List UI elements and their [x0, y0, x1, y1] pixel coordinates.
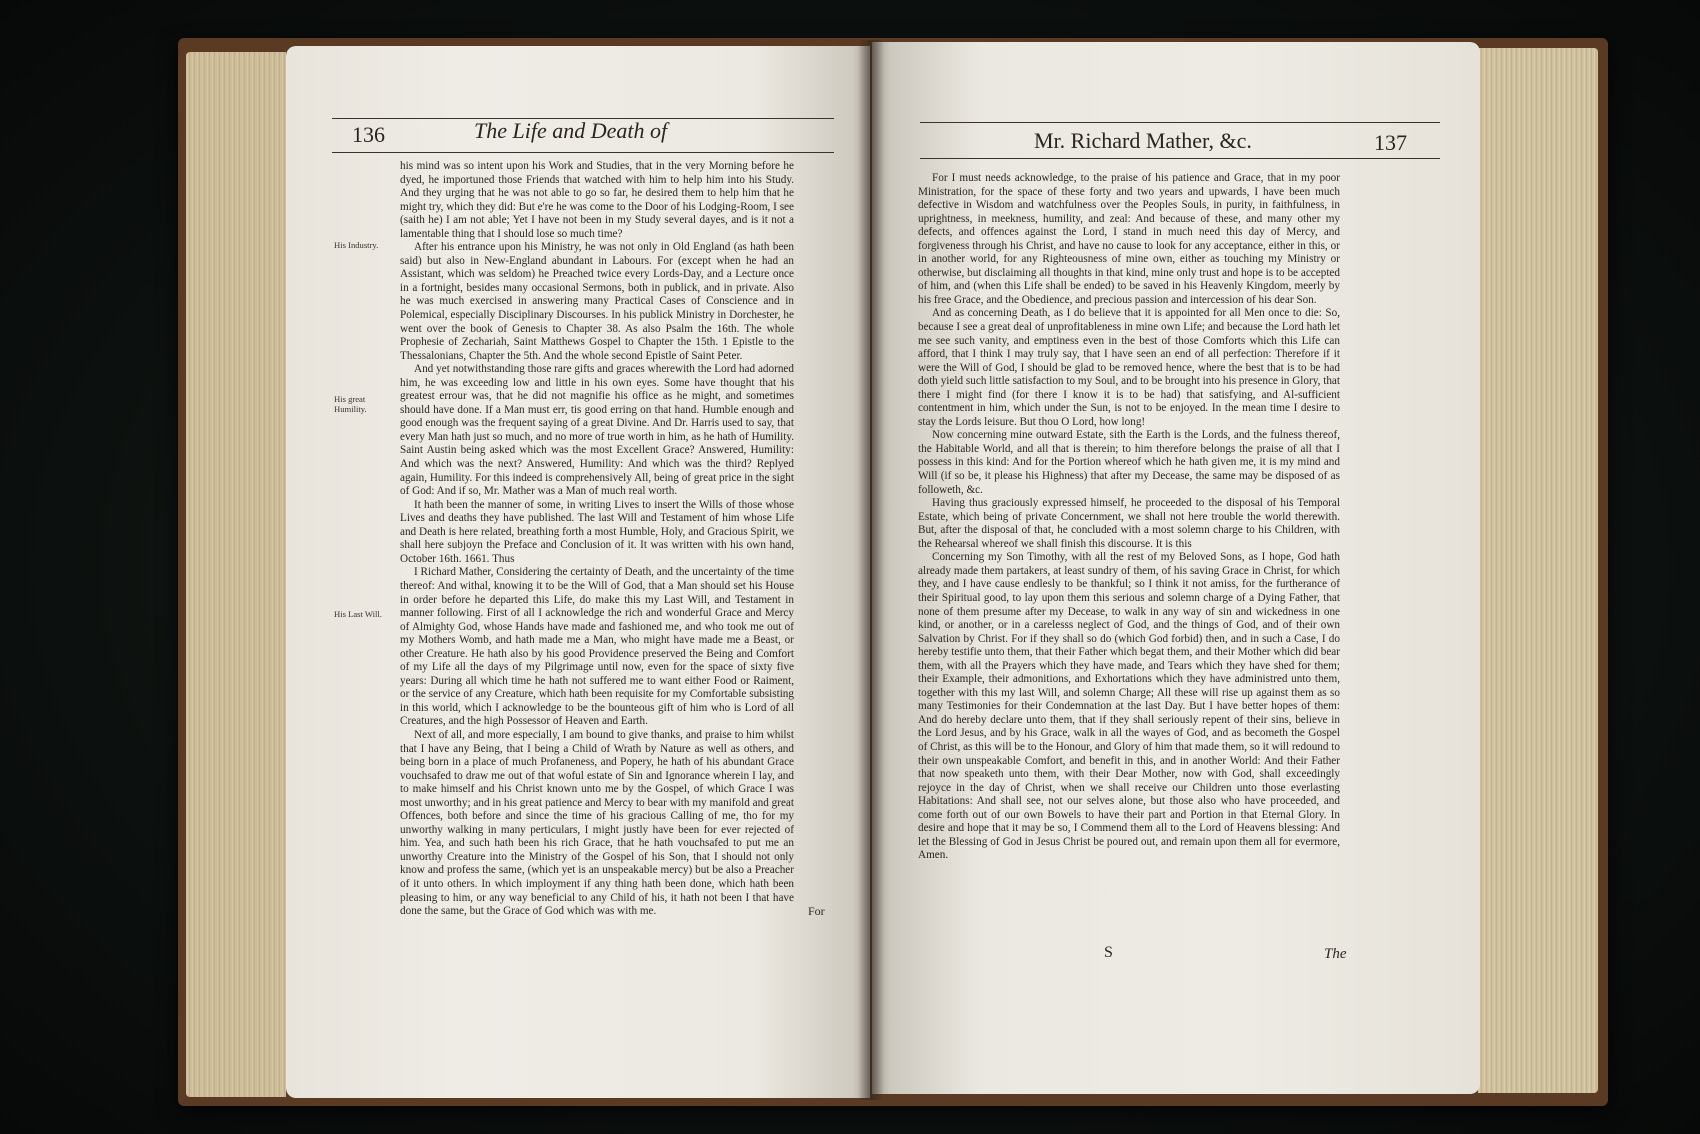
running-title: Mr. Richard Mather, &c. — [1034, 128, 1252, 153]
book-gutter — [858, 40, 884, 1100]
margin-note: His great Humility. — [334, 394, 367, 414]
catchword: For — [808, 904, 825, 918]
left-page-edges — [186, 52, 286, 1097]
left-page-body — [400, 160, 794, 919]
paragraph: his mind was so intent upon his Work and Studies, that in the very Morning before he dyed, he importuned those Friends that watched with him to help him into his Study. And they urging that he was not able to go so far, he desired them to help him that he might try, which they did: But e're he was come to the Door of his Lodging-Room, I see (saith he) I am not able; Yet I have not been in my Study several dayes, and is it not a lamentable thing that I should lose so much time? — [400, 160, 794, 240]
paragraph: Having thus graciously expressed himself, he proceeded to the disposal of his Temporal Estate, which being of private Concernment, we shall not here trouble the world therewith. But, after the disposal of that, he concluded with a most solemn charge to his Children, with the Rehearsal whereof we shall finish this discourse. It is this — [918, 497, 1340, 550]
paragraph: It hath been the manner of some, in writing Lives to insert the Wills of those whose Lives and deaths they have published. The last Will and Testament of him whose Life and Death is here related, breathing forth a most Humble, Holy, and Gracious Spirit, we shall here subjoyn the Preface and Conclusion of it. It was written with his own hand, October 16th. 1661. Thus — [400, 498, 794, 565]
header-rule-top — [920, 122, 1440, 123]
paragraph: For I must needs acknowledge, to the praise of his patience and Grace, that in my poor Ministration, for the space of these forty and two years and upwards, I have been much defective in Wisdom and watchfulness over the Peoples Souls, in purity, in faithfulness, in uprightness, in meekness, humility, and zeal: And because of these, and many other my defects, and offences against the Lord, I stand in much need this day of Mercy, and forgiveness through his Christ, and have no cause to look for any acceptance, either in this, or in another world, for any Righteousness of mine own, either as touching my Ministry or otherwise, but disclaiming all thoughts in that kind, mine only trust and hope is to be accepted of him, and (when this Life shall be ended) to be saved in his Heavenly Kingdom, meerly by his free Grace, and the Obedience, and precious passion and intercession of his dear Son. — [918, 172, 1340, 306]
margin-note: His Industry. — [334, 240, 379, 250]
left-page — [286, 46, 870, 1098]
right-page — [872, 42, 1480, 1094]
paragraph: And as concerning Death, as I do believe that it is appointed for all Men once to die: So, because I see a great deal of unprofitableness in mine own Life; and because the Lord hath let me see such vanity, and emptiness even in the best of those Comforts which this Life can afford, that I think I may truly say, that I have seen an end of all perfection: Therefore if it were the Will of God, I should be glad to be removed hence, where the best that is to be had doth yield such little satisfaction to my Soul, and to be brought into his presence in Glory, that there I might find (for there I know it is to be had) that satisfying, and Al-sufficient contentment in him, which under the Sun, is not to be enjoyed. In the mean time I desire to stay the Lords leisure. But thou O Lord, how long! — [918, 307, 1340, 428]
right-page-body — [918, 172, 1340, 863]
page-number: 137 — [1374, 130, 1407, 155]
running-title: The Life and Death of — [474, 118, 668, 143]
page-number: 136 — [352, 122, 385, 147]
paragraph: Now concerning mine outward Estate, sith the Earth is the Lords, and the fulness thereof, the Habitable World, and all that is therein; to him therefore belongs the praise of all that I possess in this kind: And for the Portion whereof which he hath given me, it is my mind and Will (if so be, it please his Highness) that after my Decease, the same may be disposed of as followeth, &c. — [918, 429, 1340, 496]
paragraph: After his entrance upon his Ministry, he was not only in Old England (as hath been said) but also in New-England abundant in Labours. For (except when he had an Assistant, which was seldom) he Preached twice every Lords-Day, and a Lecture once in a fortnight, besides many occasional Sermons, both in publick, and in private. Also he was much exercised in answering many Practical Cases of Conscience and in Polemical, especially Disciplinary Discourses. In his publick Ministry in Dorchester, he went over the book of Genesis to Chapter 38. As also Psalm the 16th. The whole Prophesie of Zechariah, Saint Matthews Gospel to Chapter the 15th. 1 Epistle to the Thessalonians, Chapter the 5th. And the whole second Epistle of Saint Peter. — [400, 241, 794, 362]
paragraph: I Richard Mather, Considering the certainty of Death, and the uncertainty of the time thereof: And withal, knowing it to be the Will of God, that a Man should set his House in order before he departed this Life, do make this my Last Will, and Testament in manner following. First of all I acknowledge the rich and wonderful Grace and Mercy of Almighty God, whose Hands have made and fashioned me, and who took me out of my Mothers Womb, and hath made me a Man, who might have made me a Beast, or other Creature. He hath also by his good Providence preserved the Being and Comfort of my Life all the days of my Pilgrimage until now, even for the space of sixty five years: During all which time he hath not suffered me to want either Food or Raiment, or the service of any Creature, which hath been requisite for my Comfortable subsisting in this world, which I acknowledge to be the bounteous gift of him who is Lord of all Creatures, and the high Possessor of Heaven and Earth. — [400, 566, 794, 728]
right-page-edges — [1478, 48, 1598, 1093]
signature-mark: S — [1104, 944, 1113, 961]
header-rule-bottom — [920, 158, 1440, 159]
header-rule-bottom — [332, 152, 834, 153]
paragraph: And yet notwithstanding those rare gifts and graces wherewith the Lord had adorned him, he was exceeding low and little in his own eyes. Some have thought that his greatest errour was, that he did not magnifie his office as he might, and sometimes should have done. If a Man must err, tis good erring on that hand. Humble enough and good enough was the frequent saying of a great Divine. And Dr. Harris used to say, that every Man hath just so much, and no more of true worth in him, as he hath of Humility. Saint Austin being asked which was the most Excellent Grace? Answered, Humility: And which was the next? Answered, Humility: And which was the third? Replyed again, Humility. For this indeed is comprehensively All, being of great price in the sight of God: And if so, Mr. Mather was a Man of much real worth. — [400, 363, 794, 498]
paragraph: Concerning my Son Timothy, with all the rest of my Beloved Sons, as I hope, God hath already made them partakers, at least sundry of them, of his saving Grace in Christ, for which they, and I have cause endlesly to be thankful; so I think it not amiss, for the furtherance of their Spiritual good, to lay upon them this serious and solemn charge of a Dying Father, that none of them presume after my Decease, to walk in any way of sin and wickedness in one kind, or another, or in a carelesss neglect of God, and the things of God, and of their own Salvation by Christ. For if they shall so do (which God forbid) then, and in such a Case, I do hereby testifie unto them, that their Father which begat them, and their Mother which did bear them, with all the Prayers which they have made, and Tears which they have shed for them; their Example, their admonitions, and Exhortations which they have administred unto them, together with this my last Will, and solemn Charge; All these will rise up against them as so many Testimonies for their Condemnation at the last Day. But I have better hopes of them: And do hereby declare unto them, that if they shall seriously repent of their sins, believe in the Lord Jesus, and by his Grace, walk in all the wayes of God, and as becometh the Gospel of Christ, as this will be to the Honour, and Glory of him that made them, so it will redound to their own unspeakable Comfort, and benefit in this, and in another World: And their Father that now speaketh unto them, with their Dear Mother, now with God, shall exceedingly rejoyce in the day of Christ, when we shall receive our Children unto those everlasting Habitations: And shall see, not our selves alone, but those also who have proceeded, and come forth out of our own Bowels to have their part and Portion in that Eternal Glory. In desire and hope that it may be so, I Commend them all to the Lord of Heavens blessing: And let the Blessing of God in Jesus Christ be poured out, and remain upon them all for evermore, Amen. — [918, 551, 1340, 862]
paragraph: Next of all, and more especially, I am bound to give thanks, and praise to him whilst that I have any Being, that I being a Child of Wrath by Nature as well as others, and being born in a place of much Profaneness, and Popery, he hath of his abundant Grace vouchsafed to draw me out of that woful estate of Sin and Ignorance wherein I lay, and to make himself and his Christ known unto me by the Gospel, of which Grace I was most unworthy; and in his great patience and Mercy to bear with my manifold and great Offences, both before and since the time of his gracious Calling of me, tho for my unworthy walking in many perticulars, I might justly have been for ever rejected of him. Yea, and such hath been his rich Grace, that he hath vouchsafed to put me an unworthy Creature into the Ministry of the Gospel of his Son, that I should not only know and profess the same, (which yet is an unspeakable mercy) but be also a Preacher of it unto others. In which imployment if any thing hath been done, which hath been pleasing to him, or any way beneficial to any Child of his, it hath not been I that have done the same, but the Grace of God which was with me. — [400, 728, 794, 918]
margin-note: His Last Will. — [334, 609, 382, 619]
catchword: The — [1324, 946, 1347, 962]
